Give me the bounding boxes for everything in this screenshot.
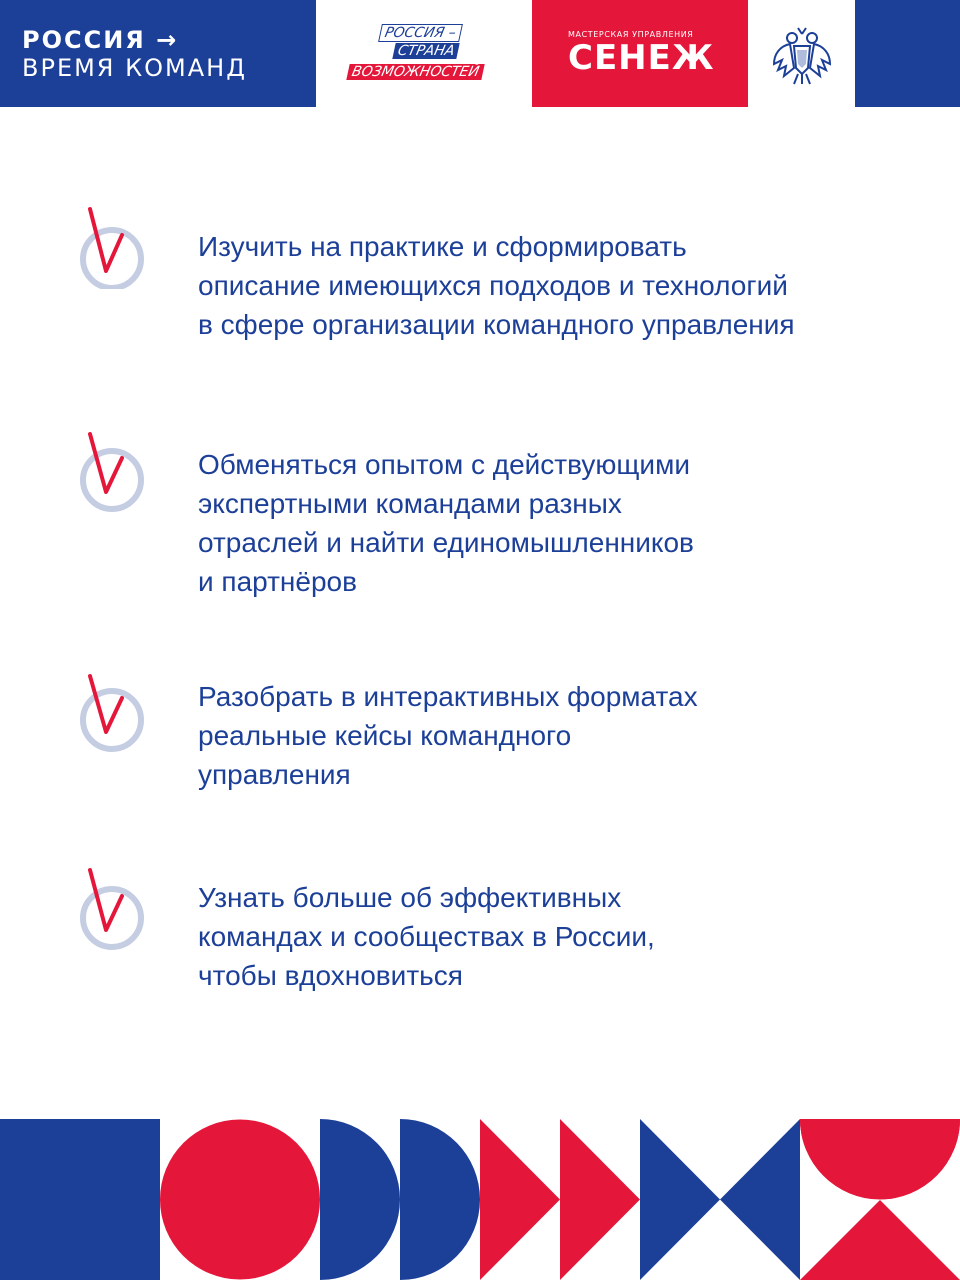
senezh-logo-title: СЕНЕЖ — [568, 38, 715, 78]
footer-blue-triangle-right — [640, 1119, 720, 1280]
senezh-logo-subtitle: МАСТЕРСКАЯ УПРАВЛЕНИЯ — [568, 30, 694, 39]
rsv-logo-line-2: СТРАНА — [392, 43, 460, 59]
footer-red-circle — [160, 1120, 320, 1280]
footer-red-triangle-up — [800, 1200, 960, 1280]
rsv-logo — [348, 24, 504, 84]
footer-blue-square — [0, 1119, 160, 1280]
footer-half-circle-2 — [400, 1119, 480, 1280]
check-circle-icon — [76, 430, 148, 514]
check-circle-icon — [76, 866, 148, 950]
brand-line-2: ВРЕМЯ КОМАНД — [22, 54, 247, 82]
footer-geometric-pattern — [0, 1119, 960, 1280]
brand-logo-russia-time-of-teams — [22, 26, 247, 82]
rsv-logo-line-3: ВОЗМОЖНОСТЕЙ — [346, 64, 484, 80]
list-item-text: Обменяться опытом с действующими экспертными командами разных отраслей и найти единомышленников и партнёров — [198, 449, 694, 597]
footer-red-triangle-1 — [480, 1119, 560, 1280]
footer-blue-triangle-left — [720, 1119, 800, 1280]
footer-red-triangle-2 — [560, 1119, 640, 1280]
list-item-text: Разобрать в интерактивных форматах реальные кейсы командного управления — [198, 681, 698, 790]
list-item-text: Изучить на практике и сформировать описание имеющихся подходов и технологий в сфере организации командного управления — [198, 231, 795, 340]
double-headed-eagle-icon — [770, 24, 834, 88]
header-bar — [0, 0, 960, 107]
check-circle-icon — [76, 672, 148, 756]
footer-half-circle-1 — [320, 1119, 400, 1280]
footer-red-bowl — [800, 1119, 960, 1199]
brand-line-1: РОССИЯ → — [22, 26, 179, 54]
header-blue-panel-right — [855, 0, 960, 107]
rsv-logo-line-1: РОССИЯ – — [378, 24, 462, 42]
check-circle-icon — [76, 205, 148, 289]
list-item-text: Узнать больше об эффективных командах и сообществах в России, чтобы вдохновиться — [198, 882, 655, 991]
